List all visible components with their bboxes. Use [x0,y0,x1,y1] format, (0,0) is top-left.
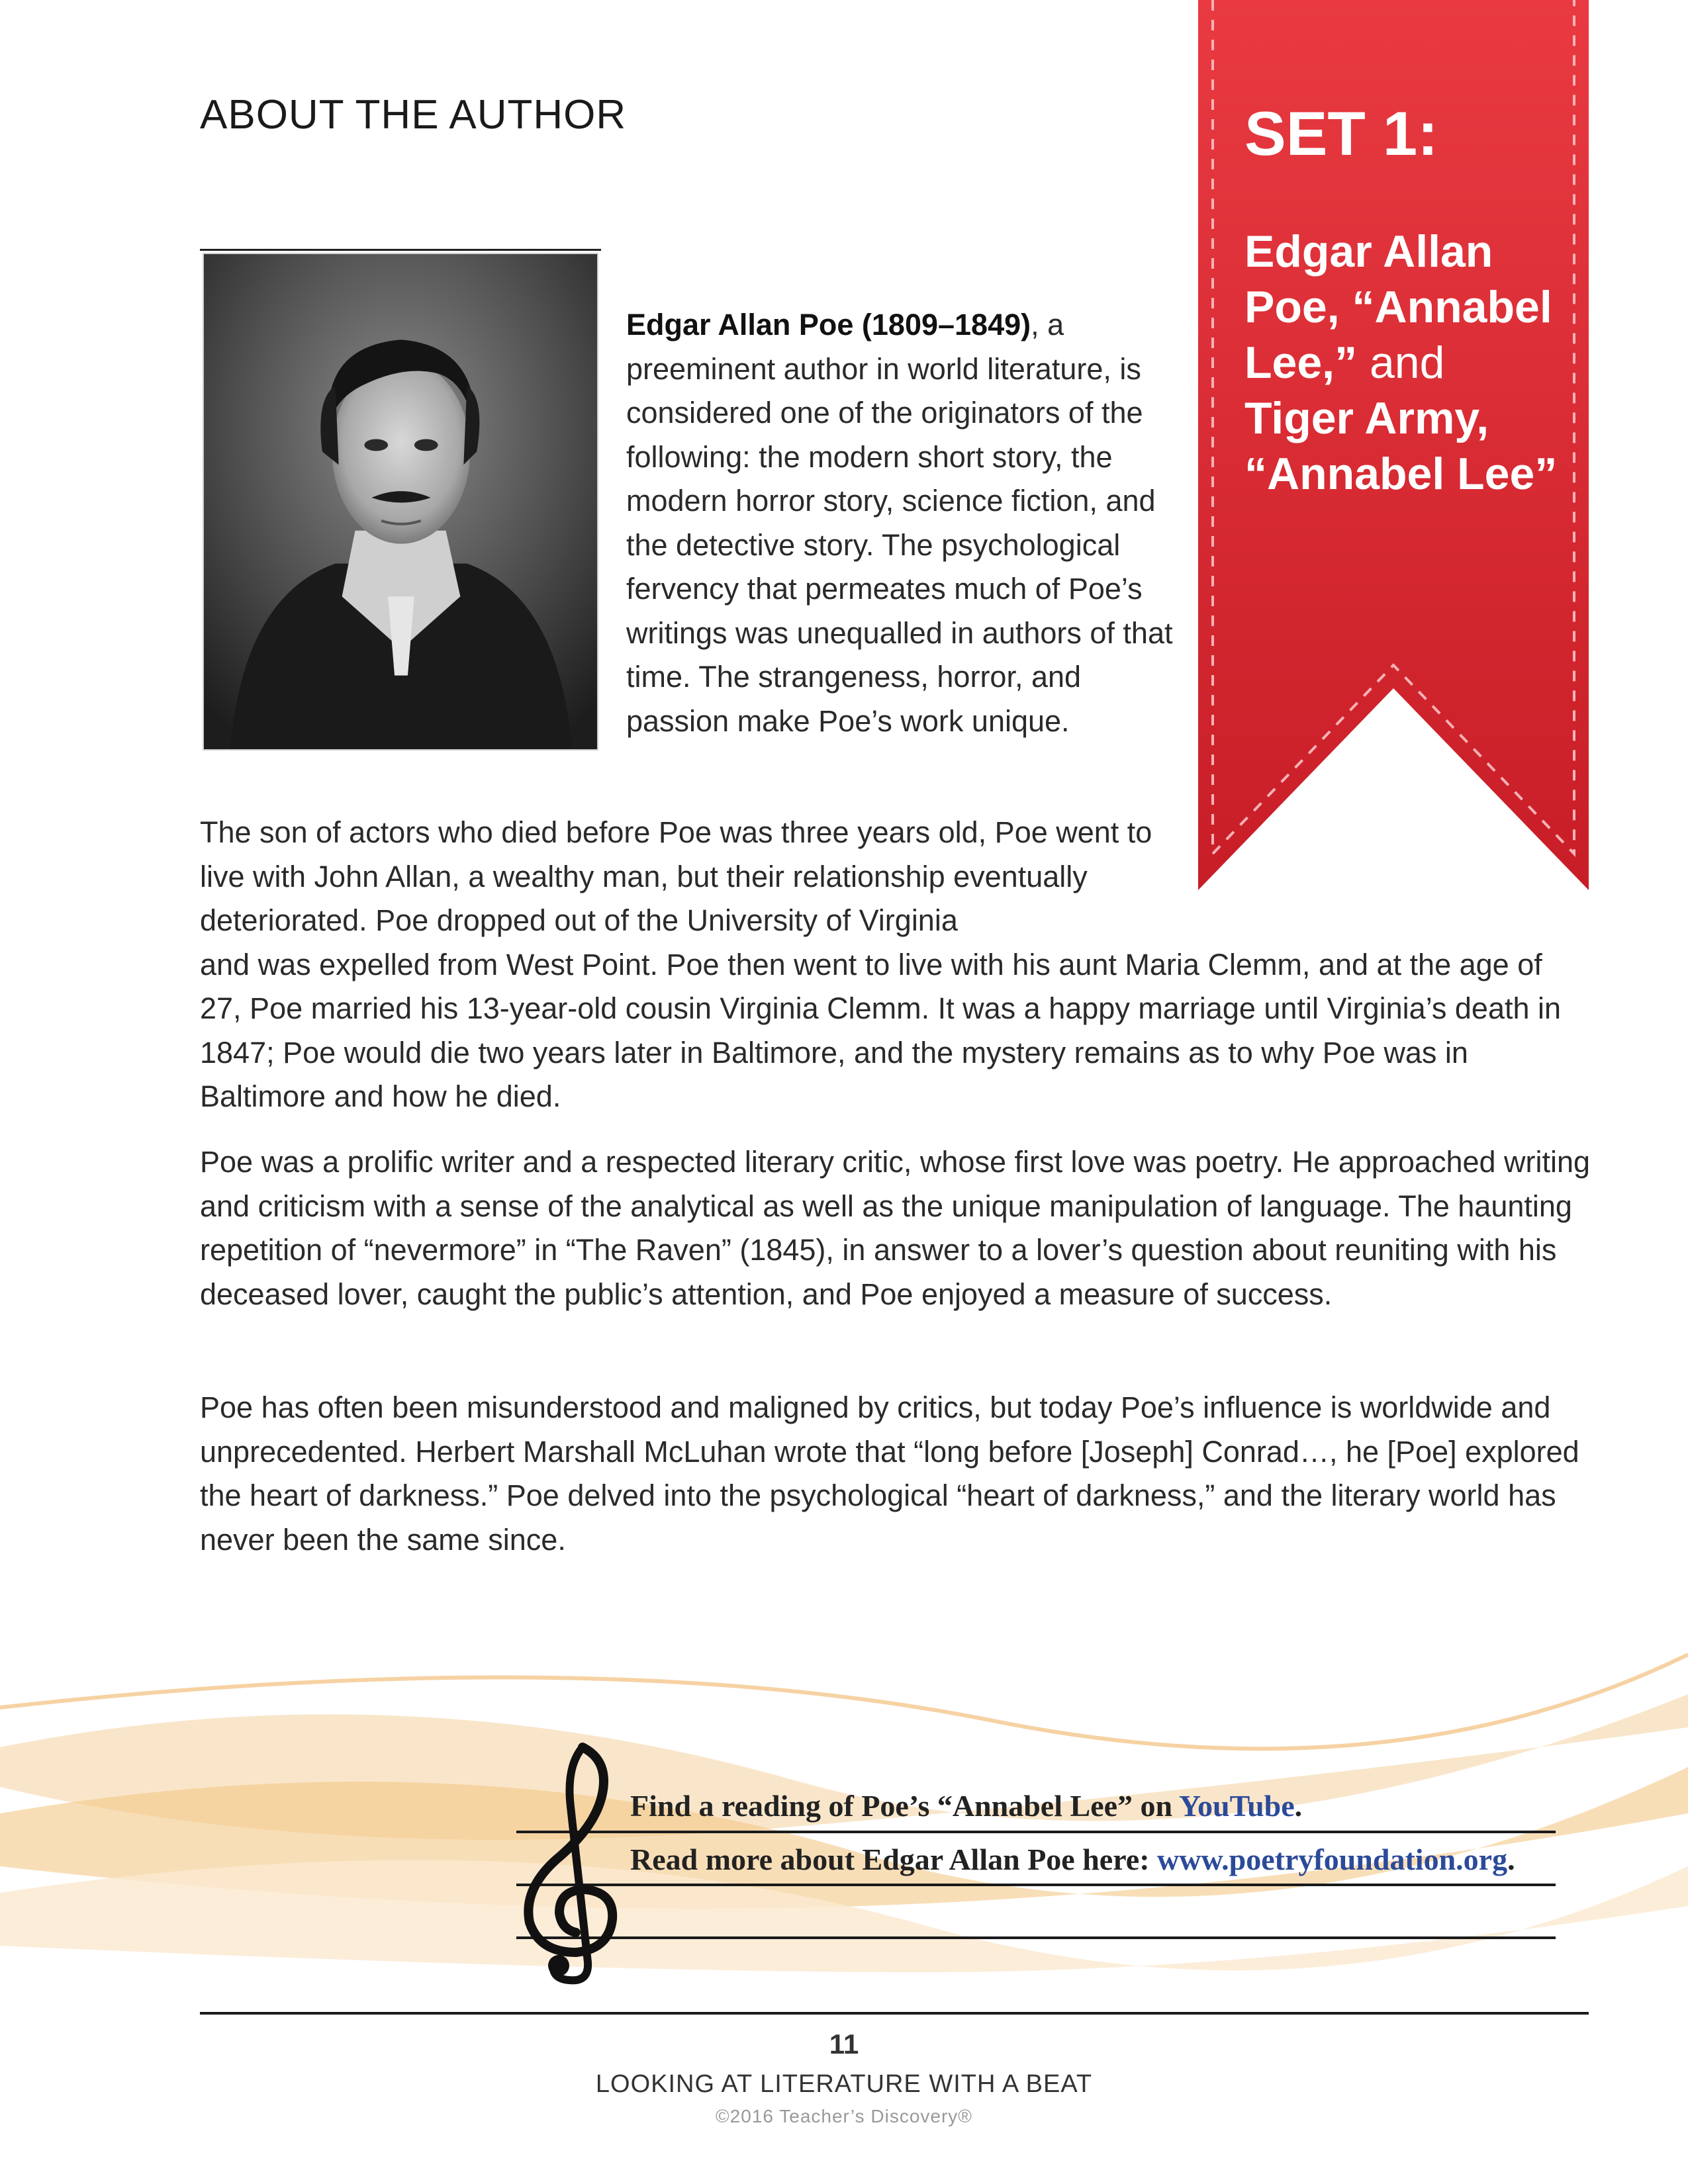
youtube-link[interactable]: YouTube [1178,1789,1295,1823]
set-banner-ribbon [1198,0,1589,890]
poetry-line-suffix: . [1507,1843,1515,1876]
banner-title-line-2: Poe, “Annabel [1244,282,1552,332]
poetry-line-prefix: Read more about Edgar Allan Poe here: [630,1843,1158,1876]
footer-copyright: ©2016 Teacher’s Discovery® [716,2106,972,2126]
paragraph-writer-text: Poe was a prolific writer and a respected literary critic, whose first love was poetry. He approached writing and criticism with a sense of the analytical as well as the unique manipulation of language. The haunting repetition of “nevermore” in “The Raven” (1845), in answer to a lover’s question about reuniting with his deceased lover, caught the public’s attention, and Poe enjoyed a measure of success. [200,1145,1591,1311]
banner-title-line-5: “Annabel Lee” [1244,449,1558,499]
intro-text: , a preeminent author in world literature, is considered one of the originators of the following: the modern short story, the modern horror story, science fiction, and the detective story. The psychological fervency that permeates much of Poe’s writings was unequalled in authors of that time. The strangeness, horror, and passion make Poe’s work unique. [626,308,1173,738]
intro-paragraph [626,303,1182,743]
page-number: 11 [829,2028,859,2060]
poe-portrait-photo [203,253,598,751]
banner-title-line-3-thin: and [1357,338,1445,388]
banner-title-line-3 [1244,335,1575,390]
treble-clef-icon [510,1734,635,1985]
page-heading: ABOUT THE AUTHOR [200,92,627,138]
author-name-dates: Edgar Allan Poe (1809–1849) [626,308,1031,341]
poetry-foundation-link-line [630,1842,1515,1877]
footer-rule [200,2012,1589,2015]
youtube-link-line [630,1788,1302,1823]
youtube-line-prefix: Find a reading of Poe’s “Annabel Lee” on [630,1789,1179,1823]
banner-set-label: SET 1: [1244,99,1438,168]
photo-top-rule [200,249,601,251]
youtube-line-suffix: . [1294,1789,1303,1823]
staff-line-2 [516,1884,1556,1886]
footer-title: LOOKING AT LITERATURE WITH A BEAT [595,2070,1093,2098]
banner-title-line-4: Tiger Army, [1244,393,1489,443]
paragraph-writer [200,1140,1597,1316]
staff-line-1 [516,1831,1556,1833]
banner-title-line-3-bold: Lee,” [1244,338,1358,388]
paragraph-influence [200,1386,1597,1562]
banner-title-line-1: Edgar Allan [1244,226,1493,277]
banner-title [1244,224,1575,502]
paragraph-biography-rest: and was expelled from West Point. Poe then went to live with his aunt Maria Clemm, and at the age of 27, Poe married his 13-year-old cousin Virginia Clemm. It was a happy marriage until Virginia’s death in 1847; Poe would die two years later in Baltimore, and the mystery remains as to why Poe was in Baltimore and how he died. [200,947,1562,1113]
paragraph-biography-start: The son of actors who died before Poe was three years old, Poe went to live with John Allan, a wealthy man, but their relationship eventually deteriorated. Poe dropped out of the University of Virginia [200,815,1152,937]
poetry-foundation-link[interactable]: www.poetryfoundation.org [1157,1843,1508,1876]
staff-line-3 [516,1936,1556,1939]
paragraph-influence-text: Poe has often been misunderstood and maligned by critics, but today Poe’s influence is worldwide and unprecedented. Herbert Marshall McLuhan wrote that “long before [Joseph] Conrad…, he [Poe] explored the heart of darkness.” Poe delved into the psychological “heart of darkness,” and the literary world has never been the same since. [200,1390,1579,1557]
